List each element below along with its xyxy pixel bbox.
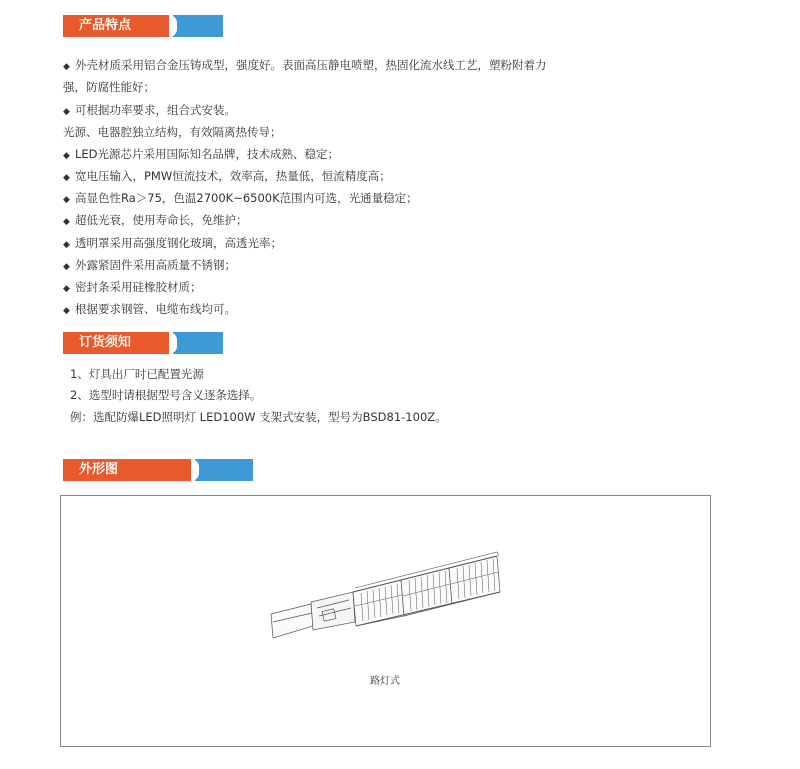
bullet-diamond-icon: ◆ — [63, 284, 70, 294]
bullet-diamond-icon: ◆ — [63, 217, 70, 227]
street-light-drawing — [61, 496, 712, 748]
bullet-diamond-icon: ◆ — [63, 240, 70, 250]
feature-text: 根据要求钢管、电缆布线均可。 — [75, 302, 236, 316]
feature-text: 高显色性Ra＞75，色温2700K~6500K范围内可选，光通量稳定； — [75, 191, 418, 205]
bullet-diamond-icon: ◆ — [63, 306, 70, 316]
outline-drawing-frame — [60, 495, 711, 747]
feature-text: 强，防腐性能好； — [63, 80, 155, 94]
feature-item — [63, 212, 248, 230]
feature-item — [63, 79, 155, 95]
feature-text: 宽电压输入，PMW恒流技术，效率高，热量低，恒流精度高； — [75, 169, 391, 183]
feature-item — [63, 102, 236, 120]
ordering-example: 例：选配防爆LED照明灯 LED100W 支架式安装，型号为BSD81-100Z。 — [70, 410, 447, 424]
feature-text: 密封条采用硅橡胶材质； — [75, 280, 202, 294]
feature-item — [63, 279, 202, 297]
feature-text: 外壳材质采用铝合金压铸成型，强度好。表面高压静电喷塑，热固化流水线工艺，塑粉附着力 — [75, 58, 547, 72]
ordering-title: 订货须知 — [63, 332, 171, 354]
feature-text: 外露紧固件采用高质量不锈钢； — [75, 258, 236, 272]
ordering-item-2: 2、选型时请根据型号含义逐条选择。 — [70, 388, 262, 402]
outline-caption: 路灯式 — [370, 676, 400, 687]
features-header-blue-bar — [173, 15, 223, 37]
bullet-diamond-icon: ◆ — [63, 151, 70, 161]
feature-item — [63, 257, 236, 275]
feature-item — [63, 190, 418, 208]
ordering-header-blue-bar — [173, 332, 223, 354]
outline-title: 外形图 — [63, 459, 193, 481]
feature-item — [63, 124, 282, 140]
feature-text: 光源、电器腔独立结构，有效隔离热传导； — [63, 125, 282, 139]
feature-text: 可根据功率要求，组合式安装。 — [75, 103, 236, 117]
outline-header-blue-bar — [195, 459, 253, 481]
feature-item — [63, 301, 236, 319]
feature-item — [63, 57, 547, 75]
bullet-diamond-icon: ◆ — [63, 262, 70, 272]
bullet-diamond-icon: ◆ — [63, 107, 70, 117]
bullet-diamond-icon: ◆ — [63, 195, 70, 205]
bullet-diamond-icon: ◆ — [63, 173, 70, 183]
ordering-item-1: 1、灯具出厂时已配置光源 — [70, 367, 204, 381]
feature-text: LED光源芯片采用国际知名品牌，技术成熟、稳定； — [75, 147, 340, 161]
feature-text: 超低光衰，使用寿命长，免维护； — [75, 213, 248, 227]
features-title: 产品特点 — [63, 15, 171, 37]
bullet-diamond-icon: ◆ — [63, 62, 70, 72]
feature-text: 透明罩采用高强度钢化玻璃，高透光率； — [75, 236, 282, 250]
feature-item — [63, 168, 391, 186]
feature-item — [63, 235, 282, 253]
feature-item — [63, 146, 339, 164]
